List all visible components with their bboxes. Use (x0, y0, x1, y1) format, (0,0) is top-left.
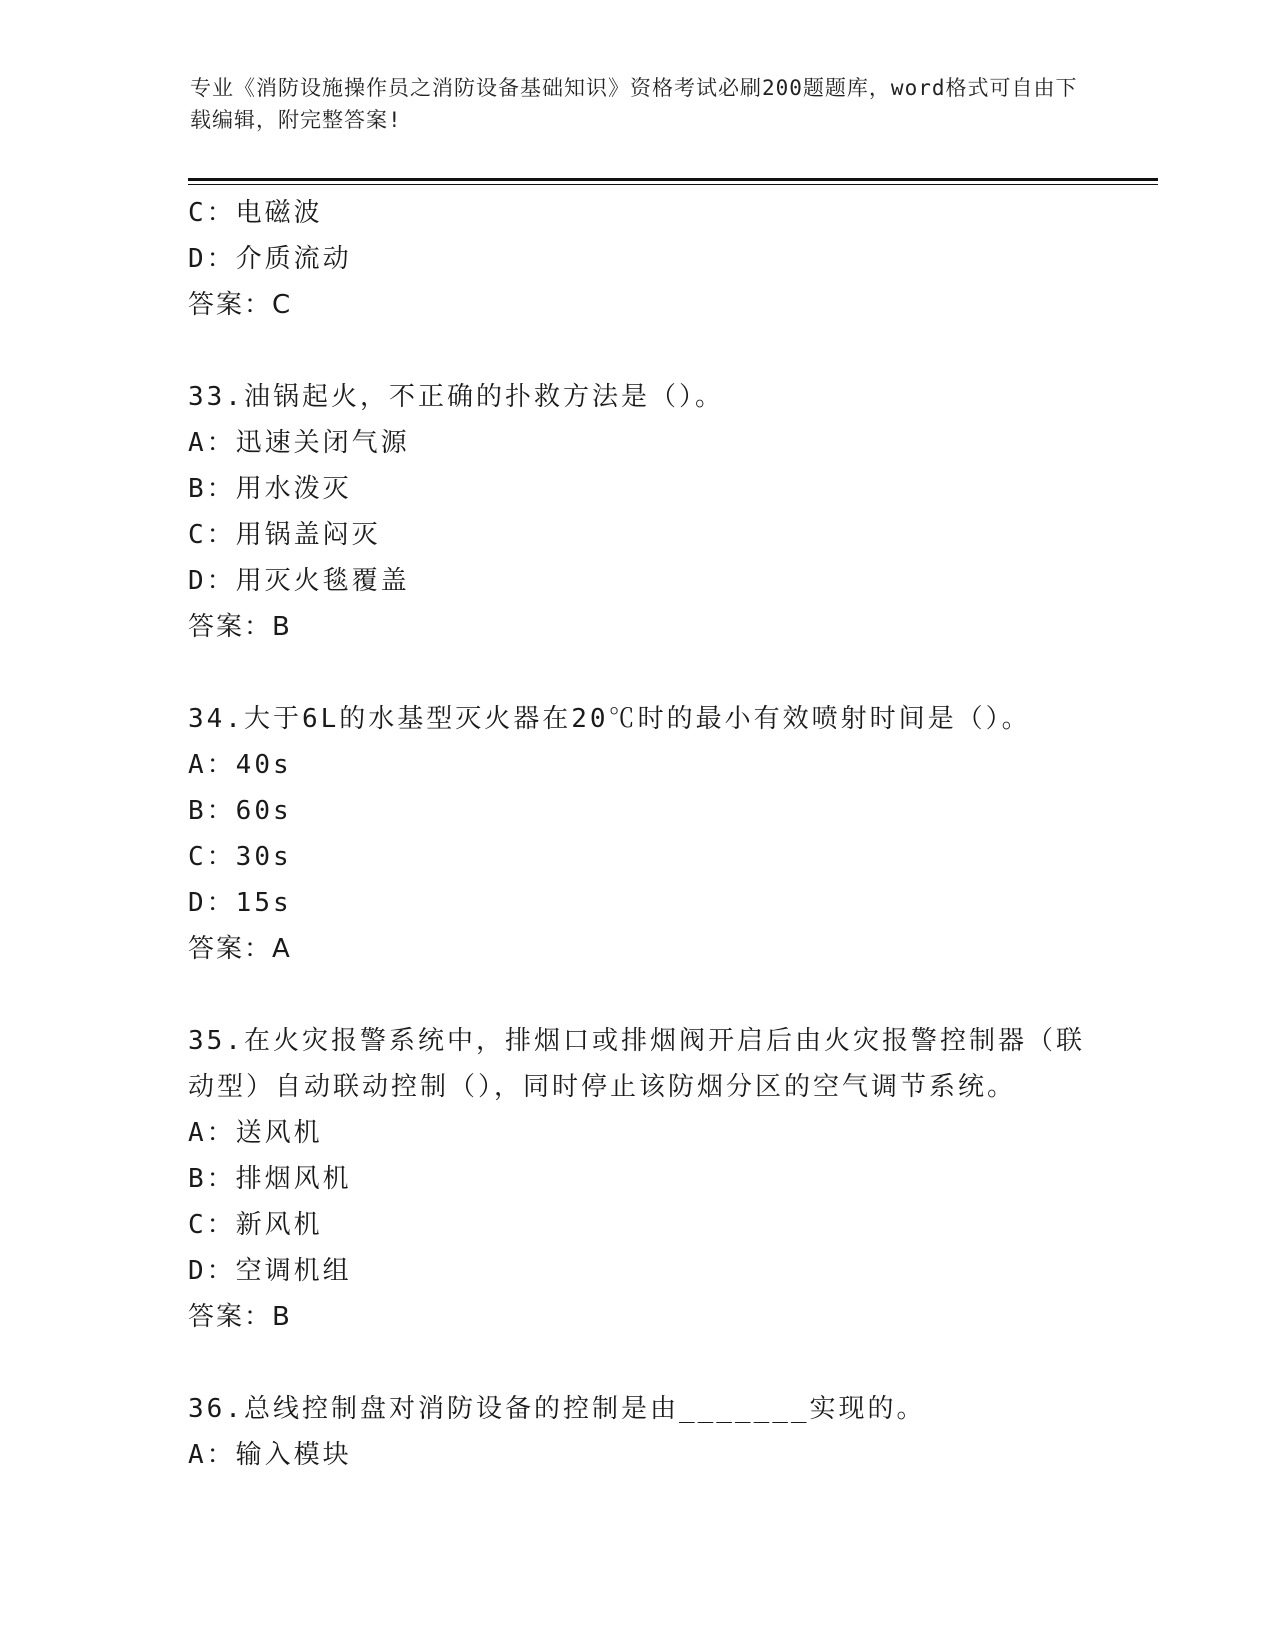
option-line: B：60s (188, 796, 292, 826)
spacer (188, 328, 1158, 374)
answer-line: 答案：C (188, 290, 293, 320)
answer-line: 答案：A (188, 934, 292, 964)
option-line: A：输入模块 (188, 1440, 352, 1470)
option-line: C：30s (188, 842, 292, 872)
option-line: C：电磁波 (188, 198, 323, 228)
option-line: A：迅速关闭气源 (188, 428, 410, 458)
option-line: A：送风机 (188, 1118, 323, 1148)
header-rule-thin (188, 184, 1158, 185)
option-line: D：空调机组 (188, 1256, 352, 1286)
option-line: B：用水泼灭 (188, 474, 352, 504)
question-stem: 35.在火灾报警系统中，排烟口或排烟阀开启后由火灾报警控制器（联动型）自动联动控制（），同时停止该防烟分区的空气调节系统。 (188, 1026, 1085, 1102)
option-line: C：用锅盖闷灭 (188, 520, 381, 550)
option-line: D：介质流动 (188, 244, 352, 274)
option-line: B：排烟风机 (188, 1164, 352, 1194)
page-header: 专业《消防设施操作员之消防设备基础知识》资格考试必刷200题题库，word格式可自由下载编辑，附完整答案! (190, 76, 1078, 132)
answer-line: 答案：B (188, 1302, 292, 1332)
header-rule-thick (188, 178, 1158, 181)
answer-line: 答案：B (188, 612, 292, 642)
option-line: D：用灭火毯覆盖 (188, 566, 410, 596)
question-list (188, 190, 1158, 1478)
option-line: A：40s (188, 750, 292, 780)
question-stem: 36.总线控制盘对消防设备的控制是由_______实现的。 (188, 1394, 926, 1424)
question-stem: 33.油锅起火，不正确的扑救方法是（）。 (188, 382, 724, 412)
option-line: D：15s (188, 888, 292, 918)
spacer (188, 650, 1158, 696)
option-line: C：新风机 (188, 1210, 323, 1240)
spacer (188, 972, 1158, 1018)
spacer (188, 1340, 1158, 1386)
question-stem: 34.大于6L的水基型灭火器在20℃时的最小有效喷射时间是（）。 (188, 704, 1031, 734)
